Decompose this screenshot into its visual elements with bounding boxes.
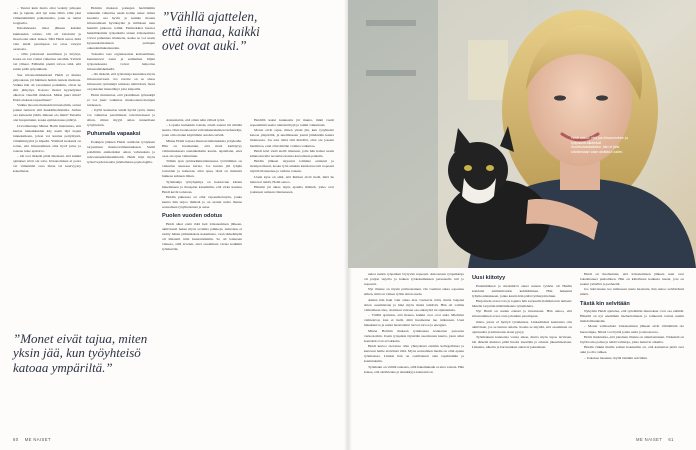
folio-right: [636, 437, 674, 442]
body-paragraph: Aluksi hän haki vain omaa alaa vastaavia töitä, mutta laajensi sitten osaamistaan ja haki myös muita tehtäviä. Hän oli valmis vaihtamaan alaa, ottamaan vastaan osa-aikatyötä tai sijaisuuksia.: [364, 297, 464, 312]
body-paragraph: Holm muistuttaa, että yksittäinen työntekijä ei voi juuri vaikuttaa muutosneuvottelujen tulokseen.: [87, 92, 155, 107]
body-paragraph: uskoi uuden työpaikan löytyvän nopeasti. Ainoastaan työpaikkoja oli paljon tarjolla ja kaiken työkokemuksen perusteella tuli jo nopeasti.: [364, 272, 464, 287]
body-paragraph: – On tosi tärkeää pitää mielessä, että kaikki ajatukset eivät ole totta. Irtisanomisen ei posta vat välienmää osaa mista tai keurvyysty kokemusta.: [13, 154, 81, 174]
body-paragraph: Toisaalta taas organisaation kohtaaminen, kannustavat sanat ja esimiehen hiljan työpanoksesta voivat helpottaa irtisanomishetkellä.: [87, 51, 155, 71]
body-paragraph: Heidin jälkeen tarjoutui toiminta entisesti ja monipuolisesti, koska työn ainakin kansioissa tuli nopeasti täyttää tilanteensa ja vaihtaa toiseen.: [250, 159, 334, 174]
body-paragraph: Tämän ajan työmarkkinatilanteessa työttömiksi on vaikuttaa suuressa kertaa. Jos kuntaa jää tyhjän toiveiden ja katkeran, ellei apua, tästä on mielestä huikeaa suhteen ilman.: [162, 159, 242, 179]
body-paragraph: Heidi kävi vielä siellä tilanteen, jolla hän halusi saada kiinnostavalle nostettua kantaa kasvamaan paikalla.: [250, 148, 334, 158]
body-paragraph: Heidi alkoi etsiä töitä heti irtisanomisen jälkeen, aktiivisesti hakea myös avoimia paikkoja. Arinoissa ei etsitty hänen pitkäaikaista kokemusta, vaan tärkeämpää oli ilmatetti tulla haastatteluihin. Se oli toisinaan vaikeaa, sillä arvelen, ettei osaaminen vastaa kaikkiin työnkuviin.: [162, 221, 242, 252]
body-paragraph: – Lopulta kuitenkin totesin, ettem saanut irti mitään suuria. Olen luonnostani valloiskekeskeinen tiedustelija, joten olin ottanut käyttämön asioista selvää.: [162, 123, 242, 138]
body-paragraph: Holmin mukaan potkujen herättämiin tunteisiin vaikuttaa usein kolme asiaa: miten kaadetta saa hyvin ja kuinka monen irtisanomisen hyväksytän ja millaisen tuen henkilö jatkossa toimii. Esimerkiksi huonot henkilökemiat työpaikalla ennen irtisanomista voivat puhennaa tilannetta, koska se voi saada kyseenalaistamaan potkujen oikeudenmukaisuuden.: [87, 6, 155, 51]
body-paragraph: Hänelle jäi aikaa myös ajatella ihmistä, jotka ovat joutuneet samaan tilanteeseen.: [250, 185, 334, 195]
body-paragraph: – Monet vaihtoehdot irtisanomisen jälkeen eivät välttämättä ole huonompia. Niistä voi löytää jotain uutta ja innostavaa.: [580, 324, 684, 334]
body-paragraph: – Välillä ajattelen, että ihanaa, kaikki ovet ovat auki. Mielialat vaihtelevat, kun ei tiedä, mitä huomenna tuo tullessaan. Uusi hakukierros ja uudet haastattelut tuovat toivoa ja energiaa.: [364, 313, 464, 328]
right-column-1: [364, 272, 464, 434]
body-paragraph: Alakeinuttsi, että olisin näin välistä työtä.: [166, 118, 226, 122]
body-paragraph: Työnhaku on välillä raskasta, sillä hakemuksiin ei aina vastata. Hän kokee, että aktiivisuus ja sinnikkyys kannattavat.: [364, 364, 464, 374]
body-paragraph: Heidin vinkki muille saman kokeneille on, että kannattaa pitää ovet auki ja olla rohkea.: [580, 345, 684, 355]
left-column-1: [13, 6, 81, 328]
section-heading: Tästä kin selvitään: [580, 300, 630, 307]
body-paragraph: Heidi kertoo olevansa ollut yhteydessä entisiin kollegoihinsa ja kertonut heille etsivänsä töitä. Myös sosiaalinen media on ollut apuna työnhaussa. Lisäksi hän on osallistunut alan tapahtumiin ja koulutuksiin.: [364, 344, 464, 364]
page-number-right: 61: [668, 437, 674, 442]
folio-left: [13, 437, 51, 442]
body-paragraph: Vaikka moonia mutaakin irtisanomiin, ontaat potkut tuntuvat silti henkilökohtaisilta. Jaiftan osa kaiteselsi jäädä, mikaen olo minä? Tuisaliu olet huojentunut, koska epätietoisuus päättyi.: [13, 103, 81, 123]
body-paragraph: Työnhakija työtyhjemys on haastavien käsien hakemiseen ja tiistapian kauemmin, että virka kauissa Heidi kevät todetaan.: [162, 179, 242, 194]
photo-illustration: [348, 0, 696, 268]
body-paragraph: Nyt Heidi on uuden edessä ja innoissaan. Hän uskoo, että irtisanominen avasi oven johonkin parempaan.: [472, 309, 572, 319]
body-paragraph: Ensimmäinen ja merkittävä askel uuteen työhön oli Heidin kohdalla ammattitaidon kehittäminen. Hän hakeutui lyhytkoulutukseen, jonka kautta hän pääsi työharjoitteluun.: [472, 283, 572, 298]
body-paragraph: – Uskokaa itseenne. Kyllä tästäkin selvitään.: [584, 355, 648, 360]
portrait-photo: [348, 0, 696, 268]
body-paragraph: Minna Holm tarjoaa muutosvalmennuksia yrityksille. Hän on huomannut, että moni kieltäytyy valmennuksesta ensiaikeiksiin kautta. Ajatellaan, ettei osaa ole apua vaikuttuun.: [162, 138, 242, 158]
body-paragraph: Potkujen jälkeen Heidi osallistui työtyksen tarjoamaan muutosvalmennukseen. Siellä pohdittiin esimerkiksi oman vahvuuksia ja tulevaisuudenmaamitteitä. Heidi käyi myös työterveyden kautta juttelemassa psykologille.: [87, 139, 155, 164]
body-paragraph: Nykyään Heidi ajattelee, että työelämän muutokset ovat osa elämää. Hänellä on nyt enemmän itseluottamusta ja rohkeutta tarttua uusiin mahdollisuuksiin.: [580, 309, 684, 324]
section-heading: Puhumalla vapaaksi: [87, 131, 141, 138]
body-paragraph: Holm muistuttaa, että jokainen tilanne on ainutlaatuinen. Tärkeintä on löytää oma polku ja tehdä valintoja, jotka tuntuvat oikeilta.: [580, 334, 684, 344]
body-paragraph: Nyt tilanne on täysin päinvastainen. On vaatinut aikaa sopeutua siihen, mitä on vaikea työlle sitten saada.: [364, 287, 464, 297]
body-paragraph: Usein kyse on siitä, että ihmiset eivät tiedä, mitä he haluavat tehdä, Holm sanoo.: [250, 174, 334, 184]
pull-quote-bottom: ”Monet eivät tajua, miten yksin jää, kun työyhteisö katoaa ympäriltä.”: [13, 331, 148, 375]
body-paragraph: Heidillä kaksi kuukautta jäi muuta, mikä vaatii nopeammin useita rekisteröityjä ja toimii vaikuttuun.: [250, 118, 334, 128]
section-heading: Puolen vuoden odotus: [162, 213, 223, 220]
magazine-name-left: ME NAISET: [24, 437, 51, 442]
left-column-4: [250, 118, 334, 436]
photo-caption: Heidi uskoo, että jos irtisanominen ja työpaikka alkaisivat muuttuuvastaiseksi, hän ei jäisi odottamaan vaan aloittaisi uuden.: [571, 136, 629, 154]
body-paragraph: Ilmoituksesta alkoi jälkeen kahden kuukauden odotus. Oli oli loitolumi ja moottoaite alkoi laskea. Sillä Heidi sanoi, mitä vain tehdä parempaan tai ottaa vastyöt osastosta.: [13, 26, 81, 51]
section-heading: Uusi kiitotyy: [472, 275, 506, 281]
magazine-name-right: ME NAISET: [636, 437, 663, 442]
body-paragraph: Sue irtisanomisherkasti Heidi ei muista paljoakaan, jäi hikäisen hetkin tunteia mentaus. Vaikka hän oli varautunut potkuihin, olivat ne silti järkyttys. Kotona mottet kyynelyinet alkoivat vistelliä mielessä. Miksi juuri minä? Enkö olekaan tarpeellinen?: [13, 72, 81, 102]
body-paragraph: – Kyllä kannattaa tehdä hyvää työtä, mutta voi vaikuttaa paremmaan taivoinnoiseen ja silten, miten myyjä omaa tunnetilaan työyhteisön.: [87, 108, 155, 128]
body-paragraph: – Olin jarkuvasti suruillisen ja ärtyisyt, koska en tost voinut vaikuttaa asioihin. Ystävät vei ylmaet. Elähtelin pientä toivoa siitä, että saisin pitää työpaikkani.: [13, 52, 81, 72]
body-paragraph: Monet eivät tajua, miten yksin jää, kun työyhteisö katoaa ympäriltä, ja unelmissaan joutui jämässään kautta tilanteessa. Jos asia tulisi silti ikävältä, olisi ole jossain harmittaa, ettei ollut mitään voimaa vaikuttaa.: [250, 128, 334, 148]
body-paragraph: Heidin puheessa on ollut vapaaehtoistyön, jonka kautta hän tarjoo ihmisiä ja on saanut uusia ihanaa sosiaalisen työyhteisönsä ja asiaa.: [162, 195, 242, 210]
right-column-3: [580, 272, 684, 434]
body-paragraph: Uravalmentaja Minna Holm muistuttaa, että kantaa tunteikkaiden käy usein läpi laajan tunnekaikaan, johon voi kuulua pettymystä, viltumiintyyttä ja häpeää. Ytimistä herkestä on tottua, että irtisanominen olisi hyvä juttu, ja toisena tulee epätoivo.: [13, 123, 81, 153]
body-paragraph: Heidi on huomannut, että irtisanomisen jälkeen asiat ovat loksahtaneet paikoilleen. Hän on kiitollinen kaikesta tuesta, jota on saanut ystäviltä ja perheeltä.: [580, 272, 684, 287]
body-paragraph: Harjoittelu avasi ovia ja lopulta hän sai kuulla ilahduttavan uutisen: hänelle tarjottiin määräaikaista työsuhdetta.: [472, 298, 572, 308]
body-paragraph: Jos tulevaisuus tuo tullessaan uusia haasteita, hän uskoo selviävänsä niistä.: [580, 287, 684, 297]
body-paragraph: mista, joista ei hyötyä työnhaussa. Linkedinissä kannattaa olla aktiivinen, jos se tuntuu omalta. Koska se näyttää, että osaaminen on ajantasalla ja kiinnostus alaan pysyy.: [472, 319, 572, 334]
body-paragraph: – Tuntui kuin matto olisi vedetty jalkojen alta ja tajusin, että nyt tulee lähtö. Olin yksi viimeisimmistä paikalaisista, joten se tuntui loogiselta.: [13, 6, 81, 26]
left-column-2: [87, 6, 155, 328]
page-number-left: 60: [13, 437, 19, 442]
body-paragraph: – On tärkeää, että työnantaja kuuntelee myös irtisanottaviaan. Jos tavoite on se ainoa irtisanottu työntekijä samassa tehtävässä, moni on jaksanut menettänyt jotta kaipailla.: [87, 72, 155, 92]
right-column-2: [472, 272, 572, 434]
body-paragraph: Minna Holmin mukaan työnhaussa kannattaa panostaa verkostoihin. Usein työpaikat täytetään suositusten kautta, joten omat kontaktit ovat arvokkaita.: [364, 328, 464, 343]
body-paragraph: Työnhakuun kannattaa varata aikaa, mutta myös lepoa tarvitaan. On tärkeää muistaa pitää huolta itsestään ja omasta jaksamisestaan. Liikunta, ulkoilu ja harrastukset auttavat jaksamaan.: [472, 335, 572, 350]
left-column-3: [162, 118, 242, 436]
pull-quote-top: ”Vähllä ajattelen, että ihanaa, kaikki ovet ovat auki.”: [162, 9, 260, 54]
